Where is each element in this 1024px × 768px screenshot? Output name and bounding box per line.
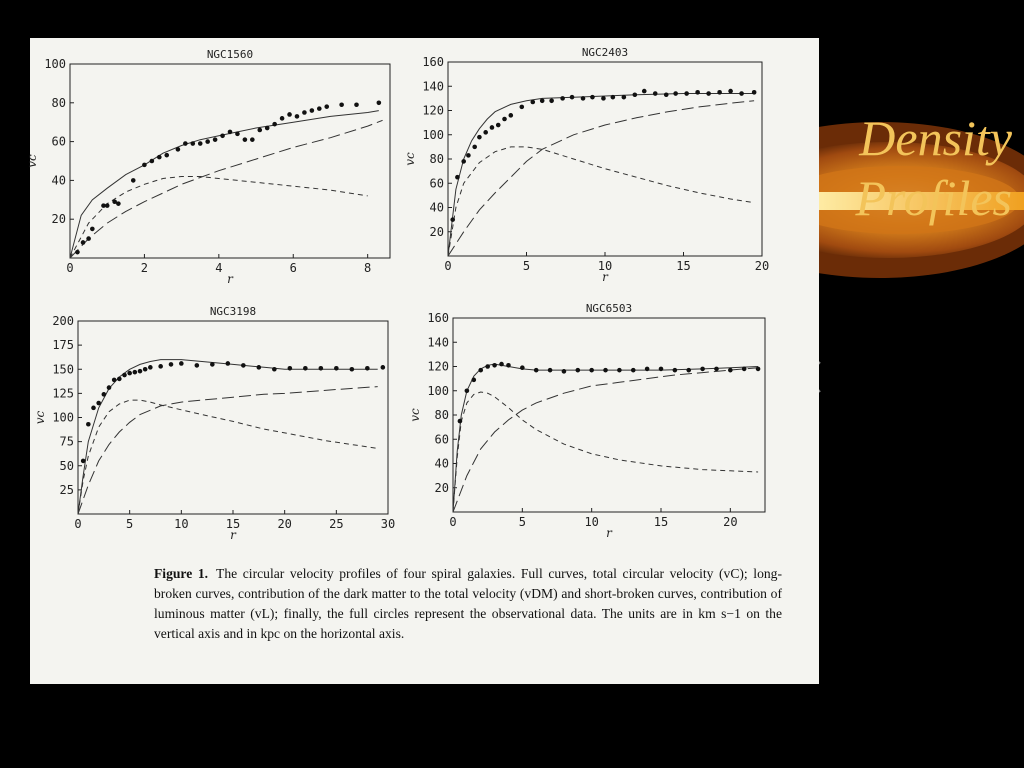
y-tick-label: 20: [429, 224, 444, 239]
x-tick-label: 8: [364, 261, 372, 275]
data-point: [742, 367, 747, 372]
y-tick-label: 160: [427, 311, 449, 325]
x-axis-label: r: [230, 528, 236, 542]
x-tick-label: 0: [66, 261, 74, 275]
plot-frame: [453, 318, 765, 512]
y-axis-label: vc: [403, 152, 417, 166]
x-axis-label: r: [606, 526, 612, 540]
data-point: [499, 362, 504, 367]
slide-title-line-1: Density: [859, 110, 1012, 166]
y-tick-label: 100: [44, 57, 66, 71]
y-tick-label: 50: [59, 458, 74, 473]
y-tick-label: 25: [59, 482, 74, 497]
series-total-curve: [453, 364, 758, 512]
x-tick-label: 0: [74, 517, 82, 531]
panel-title: NGC3198: [209, 305, 257, 318]
data-point: [659, 367, 664, 372]
y-axis-label: vc: [408, 408, 422, 422]
y-tick-label: 40: [51, 173, 66, 188]
data-point: [472, 378, 477, 383]
x-tick-label: 20: [754, 259, 770, 273]
data-point: [458, 419, 463, 424]
data-point: [714, 367, 719, 372]
data-point: [485, 364, 490, 369]
y-tick-label: 75: [59, 434, 74, 449]
data-point: [617, 368, 622, 373]
x-tick-label: 5: [522, 259, 531, 273]
y-tick-label: 150: [52, 362, 74, 377]
data-point: [520, 365, 525, 370]
figure-caption: [154, 564, 782, 644]
y-tick-label: 140: [427, 335, 449, 350]
y-axis-label: vc: [33, 410, 47, 425]
data-point: [700, 367, 705, 372]
data-point: [492, 363, 497, 368]
data-point: [603, 368, 608, 373]
y-tick-label: 160: [422, 55, 444, 69]
data-point: [534, 368, 539, 373]
x-tick-label: 15: [653, 515, 669, 529]
data-point: [465, 388, 470, 393]
data-point: [576, 368, 581, 373]
y-tick-label: 120: [422, 103, 444, 118]
x-axis-label: r: [227, 272, 233, 286]
x-tick-label: 5: [518, 515, 526, 529]
x-tick-label: 10: [174, 517, 189, 531]
x-tick-label: 6: [289, 261, 297, 275]
x-axis-label: r: [602, 270, 608, 284]
y-tick-label: 100: [427, 383, 449, 398]
y-tick-label: 40: [429, 200, 444, 215]
data-point: [548, 368, 553, 373]
data-point: [756, 367, 761, 372]
y-tick-label: 140: [422, 79, 444, 94]
x-tick-label: 30: [380, 517, 396, 531]
x-tick-label: 20: [277, 517, 292, 531]
data-point: [631, 368, 636, 373]
y-tick-label: 40: [434, 456, 449, 471]
y-tick-label: 80: [434, 408, 449, 422]
data-point: [645, 367, 650, 372]
panel-title: NGC2403: [581, 46, 629, 59]
data-point: [562, 369, 567, 374]
x-tick-label: 25: [329, 517, 344, 531]
y-tick-label: 80: [51, 95, 66, 110]
y-tick-label: 60: [51, 134, 66, 149]
x-tick-label: 10: [597, 259, 613, 273]
x-tick-label: 15: [225, 517, 241, 531]
series-luminous-curve: [453, 392, 758, 512]
data-point: [506, 363, 511, 368]
slide-title: [856, 108, 1012, 228]
x-tick-label: 15: [676, 259, 691, 273]
y-tick-label: 60: [434, 432, 449, 447]
y-tick-label: 20: [51, 212, 66, 227]
y-tick-label: 200: [52, 314, 74, 328]
data-point: [728, 368, 733, 373]
data-point: [686, 368, 691, 373]
y-tick-label: 100: [422, 127, 444, 142]
figure-caption-label: Figure 1.: [154, 566, 209, 581]
x-tick-label: 0: [449, 515, 457, 529]
panel-title: NGC1560: [206, 48, 254, 61]
series-dark-matter-curve: [453, 368, 758, 512]
y-tick-label: 80: [429, 152, 444, 166]
y-tick-label: 60: [429, 176, 444, 191]
x-tick-label: 20: [723, 515, 738, 529]
y-tick-label: 20: [434, 480, 449, 495]
data-point: [673, 368, 678, 373]
data-point: [478, 368, 483, 373]
x-tick-label: 10: [584, 515, 599, 529]
y-tick-label: 120: [427, 359, 449, 374]
panel-title: NGC6503: [585, 302, 633, 315]
y-tick-label: 100: [52, 410, 74, 425]
slide-title-line-2: Profiles: [855, 170, 1012, 226]
x-tick-label: 5: [126, 517, 134, 531]
y-axis-label: vc: [25, 154, 39, 168]
figure-caption-text: The circular velocity profiles of four spiral galaxies. Full curves, total circular velocity (vC); long-broken curves, contribution of the dark matter to the total velocity (vDM) and short-broken curves, contribution of luminous matter (vL); finally, the full circles represent the observational data. The units are in km s−1 on the vertical axis and in kpc on the horizontal axis.: [154, 566, 782, 641]
x-tick-label: 4: [215, 261, 223, 275]
y-tick-label: 125: [52, 386, 74, 401]
data-point: [589, 368, 594, 373]
x-tick-label: 2: [140, 261, 149, 275]
x-tick-label: 0: [444, 259, 452, 273]
y-tick-label: 175: [52, 338, 74, 353]
